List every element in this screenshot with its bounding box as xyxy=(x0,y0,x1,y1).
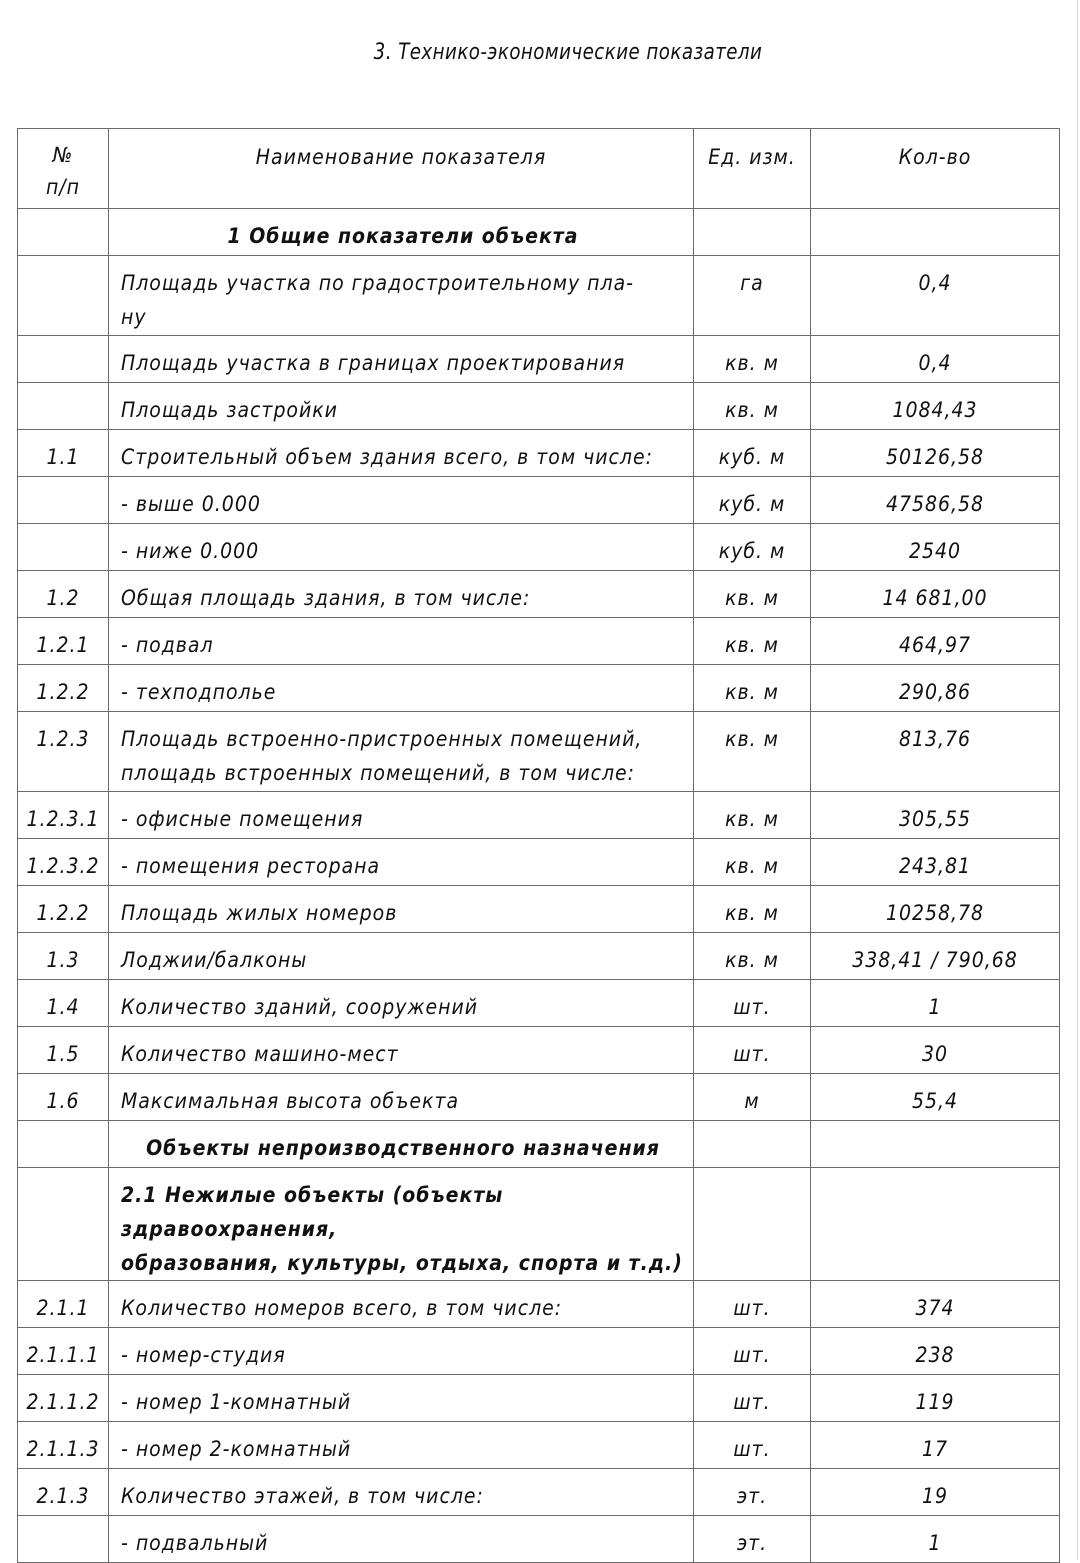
qty-cell xyxy=(811,477,1060,524)
name-cell xyxy=(109,618,694,665)
num-cell xyxy=(18,256,109,336)
header-num xyxy=(18,129,109,209)
table-row xyxy=(18,665,1060,712)
unit-cell-text: куб. м xyxy=(718,492,786,516)
qty-cell-text: 55,4 xyxy=(911,1089,959,1113)
name-cell-text: Строительный объем здания всего, в том числе: xyxy=(121,445,654,469)
unit-cell xyxy=(694,209,811,256)
name-cell xyxy=(109,430,694,477)
unit-cell xyxy=(694,1168,811,1281)
qty-cell-text xyxy=(811,1121,1059,1131)
name-cell xyxy=(109,665,694,712)
num-cell xyxy=(18,383,109,430)
qty-cell xyxy=(811,430,1060,477)
unit-cell xyxy=(694,1074,811,1121)
unit-cell xyxy=(694,571,811,618)
name-cell-text: - подвал xyxy=(121,633,214,657)
name-cell xyxy=(109,839,694,886)
name-cell xyxy=(109,1516,694,1563)
num-cell-text: 2.1.1.1 xyxy=(26,1343,100,1367)
header-name xyxy=(109,129,694,209)
unit-cell-text: м xyxy=(744,1089,760,1113)
name-cell xyxy=(109,712,694,792)
qty-cell-text: 305,55 xyxy=(898,807,972,831)
name-cell xyxy=(109,524,694,571)
num-cell xyxy=(18,1027,109,1074)
table-header-row xyxy=(18,129,1060,209)
name-cell-text: 2.1 Нежилые объекты (объекты здравоохранения, образования, культуры, отдыха, спорта и т.д.) xyxy=(121,1183,683,1275)
qty-cell xyxy=(811,383,1060,430)
page-title: 3. Технико-экономические показатели xyxy=(373,40,763,65)
num-cell-text xyxy=(18,383,108,393)
num-cell-text: 1.4 xyxy=(46,995,80,1019)
qty-cell-text: 14 681,00 xyxy=(882,586,988,610)
name-cell-text: Площадь встроенно-пристроенных помещений, площадь встроенных помещений, в том числе: xyxy=(121,727,643,785)
table-row xyxy=(18,383,1060,430)
name-cell-text: - ниже 0.000 xyxy=(121,539,260,563)
unit-cell-text: куб. м xyxy=(718,539,786,563)
table-row xyxy=(18,712,1060,792)
qty-cell xyxy=(811,1469,1060,1516)
num-cell xyxy=(18,933,109,980)
name-cell xyxy=(109,980,694,1027)
unit-cell xyxy=(694,430,811,477)
name-cell xyxy=(109,209,694,256)
unit-cell-text xyxy=(694,1121,810,1131)
name-cell xyxy=(109,1375,694,1422)
qty-cell xyxy=(811,665,1060,712)
qty-cell-text: 119 xyxy=(915,1390,955,1414)
num-cell xyxy=(18,712,109,792)
unit-cell xyxy=(694,1375,811,1422)
qty-cell-text: 243,81 xyxy=(898,854,972,878)
unit-cell xyxy=(694,1469,811,1516)
unit-cell xyxy=(694,1027,811,1074)
name-cell xyxy=(109,477,694,524)
unit-cell xyxy=(694,1121,811,1168)
qty-cell-text: 290,86 xyxy=(898,680,972,704)
num-cell xyxy=(18,886,109,933)
num-cell-text: 1.2 xyxy=(46,586,80,610)
qty-cell-text: 19 xyxy=(921,1484,949,1508)
unit-cell xyxy=(694,712,811,792)
unit-cell-text: шт. xyxy=(733,1042,771,1066)
table-row xyxy=(18,886,1060,933)
unit-cell-text: куб. м xyxy=(718,445,786,469)
table-row xyxy=(18,1328,1060,1375)
name-cell xyxy=(109,383,694,430)
unit-cell-text: га xyxy=(740,271,764,295)
unit-cell xyxy=(694,839,811,886)
unit-cell xyxy=(694,1328,811,1375)
name-cell-text: Количество номеров всего, в том числе: xyxy=(121,1296,563,1320)
qty-cell-text xyxy=(811,209,1059,219)
name-cell-text: 1 Общие показатели объекта xyxy=(227,224,579,248)
name-cell xyxy=(109,1121,694,1168)
qty-cell xyxy=(811,256,1060,336)
num-cell-text: 1.3 xyxy=(46,948,80,972)
unit-cell xyxy=(694,1422,811,1469)
num-cell-text xyxy=(18,1168,108,1178)
qty-cell-text: 47586,58 xyxy=(885,492,985,516)
qty-cell xyxy=(811,1328,1060,1375)
qty-cell-text: 2540 xyxy=(908,539,962,563)
table-row xyxy=(18,839,1060,886)
unit-cell xyxy=(694,477,811,524)
unit-cell xyxy=(694,256,811,336)
num-cell xyxy=(18,839,109,886)
num-cell-text: 2.1.3 xyxy=(36,1484,90,1508)
name-cell-text: Площадь застройки xyxy=(121,398,338,422)
qty-cell-text: 338,41 / 790,68 xyxy=(852,948,1018,972)
name-cell xyxy=(109,1422,694,1469)
unit-cell-text: кв. м xyxy=(725,727,779,751)
name-cell-text: Объекты непроизводственного назначения xyxy=(146,1136,660,1160)
qty-cell-text: 464,97 xyxy=(898,633,972,657)
unit-cell-text: кв. м xyxy=(725,633,779,657)
qty-cell-text: 30 xyxy=(921,1042,949,1066)
qty-cell xyxy=(811,1375,1060,1422)
unit-cell-text: эт. xyxy=(736,1531,768,1555)
name-cell-text: Количество зданий, сооружений xyxy=(121,995,479,1019)
num-cell-text: 1.6 xyxy=(46,1089,80,1113)
num-cell-text xyxy=(18,524,108,534)
table-row xyxy=(18,792,1060,839)
num-cell-text: 2.1.1 xyxy=(36,1296,90,1320)
unit-cell-text: кв. м xyxy=(725,901,779,925)
name-cell xyxy=(109,1074,694,1121)
num-cell xyxy=(18,571,109,618)
name-cell-text: Количество машино-мест xyxy=(121,1042,399,1066)
unit-cell-text: шт. xyxy=(733,1296,771,1320)
table-row xyxy=(18,571,1060,618)
num-cell-text: 1.2.2 xyxy=(36,680,90,704)
unit-cell-text: шт. xyxy=(733,1437,771,1461)
qty-cell xyxy=(811,980,1060,1027)
qty-cell xyxy=(811,571,1060,618)
qty-cell xyxy=(811,1168,1060,1281)
num-cell-text: 1.2.3.2 xyxy=(26,854,100,878)
name-cell-text: Площадь жилых номеров xyxy=(121,901,398,925)
unit-cell-text: шт. xyxy=(733,1390,771,1414)
qty-cell xyxy=(811,1027,1060,1074)
indicators-table xyxy=(17,128,1060,1563)
section-row xyxy=(18,209,1060,256)
qty-cell xyxy=(811,1074,1060,1121)
unit-cell-text: шт. xyxy=(733,1343,771,1367)
table-row xyxy=(18,1516,1060,1563)
num-cell xyxy=(18,477,109,524)
unit-cell xyxy=(694,1516,811,1563)
header-num-line2: п/п xyxy=(45,175,81,199)
section-row xyxy=(18,1121,1060,1168)
name-cell xyxy=(109,1328,694,1375)
num-cell-text: 2.1.1.2 xyxy=(26,1390,100,1414)
name-cell-text: - техподполье xyxy=(121,680,277,704)
qty-cell-text: 0,4 xyxy=(918,351,952,375)
num-cell xyxy=(18,1516,109,1563)
num-cell xyxy=(18,1328,109,1375)
name-cell-text: - офисные помещения xyxy=(121,807,364,831)
num-cell-text: 1.5 xyxy=(46,1042,80,1066)
num-cell xyxy=(18,665,109,712)
num-cell xyxy=(18,1074,109,1121)
num-cell-text xyxy=(18,1516,108,1526)
table-row xyxy=(18,980,1060,1027)
num-cell-text xyxy=(18,1121,108,1131)
qty-cell-text: 0,4 xyxy=(918,271,952,295)
header-num-line1: № xyxy=(52,143,74,167)
num-cell-text xyxy=(18,336,108,346)
header-name-text: Наименование показателя xyxy=(255,145,547,169)
unit-cell-text: кв. м xyxy=(725,854,779,878)
unit-cell-text: кв. м xyxy=(725,680,779,704)
unit-cell xyxy=(694,980,811,1027)
qty-cell xyxy=(811,209,1060,256)
num-cell xyxy=(18,1375,109,1422)
unit-cell-text: кв. м xyxy=(725,586,779,610)
unit-cell xyxy=(694,1281,811,1328)
name-cell xyxy=(109,336,694,383)
qty-cell xyxy=(811,1422,1060,1469)
unit-cell-text: кв. м xyxy=(725,398,779,422)
num-cell xyxy=(18,618,109,665)
num-cell-text xyxy=(18,209,108,219)
unit-cell-text: кв. м xyxy=(725,807,779,831)
qty-cell-text: 1084,43 xyxy=(892,398,978,422)
unit-cell-text: кв. м xyxy=(725,948,779,972)
name-cell-text: - номер 2-комнатный xyxy=(121,1437,352,1461)
num-cell-text: 1.2.1 xyxy=(36,633,90,657)
unit-cell xyxy=(694,665,811,712)
name-cell xyxy=(109,1281,694,1328)
table-row xyxy=(18,524,1060,571)
num-cell xyxy=(18,336,109,383)
qty-cell-text xyxy=(811,1168,1059,1178)
table-row xyxy=(18,1375,1060,1422)
name-cell xyxy=(109,1168,694,1281)
name-cell-text: Площадь участка по градостроительному пла- ну xyxy=(121,271,634,329)
num-cell xyxy=(18,792,109,839)
qty-cell-text: 813,76 xyxy=(898,727,972,751)
table-body xyxy=(18,209,1060,1563)
table-row xyxy=(18,1074,1060,1121)
name-cell-text: - подвальный xyxy=(121,1531,269,1555)
name-cell-text: - помещения ресторана xyxy=(121,854,381,878)
name-cell-text: - выше 0.000 xyxy=(121,492,261,516)
unit-cell-text xyxy=(694,1168,810,1178)
table-row xyxy=(18,1281,1060,1328)
qty-cell xyxy=(811,933,1060,980)
num-cell xyxy=(18,1422,109,1469)
qty-cell-text: 10258,78 xyxy=(885,901,985,925)
unit-cell xyxy=(694,886,811,933)
unit-cell xyxy=(694,383,811,430)
name-cell-text: - номер-студия xyxy=(121,1343,286,1367)
qty-cell xyxy=(811,1121,1060,1168)
qty-cell xyxy=(811,1281,1060,1328)
unit-cell xyxy=(694,618,811,665)
table-row xyxy=(18,430,1060,477)
num-cell xyxy=(18,1469,109,1516)
qty-cell xyxy=(811,524,1060,571)
unit-cell xyxy=(694,792,811,839)
name-cell-text: Площадь участка в границах проектирования xyxy=(121,351,626,375)
name-cell xyxy=(109,792,694,839)
qty-cell-text: 1 xyxy=(928,1531,942,1555)
num-cell-text: 1.1 xyxy=(46,445,80,469)
qty-cell-text: 238 xyxy=(915,1343,955,1367)
table-row xyxy=(18,336,1060,383)
name-cell-text: - номер 1-комнатный xyxy=(121,1390,352,1414)
table-row xyxy=(18,1469,1060,1516)
num-cell-text: 1.2.3.1 xyxy=(26,807,100,831)
qty-cell-text: 17 xyxy=(921,1437,949,1461)
page-edge-line xyxy=(1077,0,1078,1560)
header-qty xyxy=(811,129,1060,209)
num-cell xyxy=(18,1168,109,1281)
name-cell xyxy=(109,256,694,336)
unit-cell-text: эт. xyxy=(736,1484,768,1508)
name-cell xyxy=(109,886,694,933)
num-cell-text xyxy=(18,256,108,266)
qty-cell-text: 1 xyxy=(928,995,942,1019)
table-row xyxy=(18,1422,1060,1469)
qty-cell xyxy=(811,712,1060,792)
header-unit-text: Ед. изм. xyxy=(708,145,796,169)
qty-cell xyxy=(811,839,1060,886)
qty-cell-text: 50126,58 xyxy=(885,445,985,469)
num-cell xyxy=(18,430,109,477)
num-cell xyxy=(18,209,109,256)
qty-cell xyxy=(811,886,1060,933)
num-cell-text: 2.1.1.3 xyxy=(26,1437,100,1461)
unit-cell xyxy=(694,336,811,383)
name-cell-text: Общая площадь здания, в том числе: xyxy=(121,586,531,610)
num-cell-text xyxy=(18,477,108,487)
unit-cell xyxy=(694,933,811,980)
name-cell-text: Количество этажей, в том числе: xyxy=(121,1484,484,1508)
section-row xyxy=(18,1168,1060,1281)
table-row xyxy=(18,477,1060,524)
name-cell-text: Максимальная высота объекта xyxy=(121,1089,460,1113)
table-row xyxy=(18,933,1060,980)
unit-cell-text: шт. xyxy=(733,995,771,1019)
num-cell-text: 1.2.3 xyxy=(36,727,90,751)
name-cell xyxy=(109,1469,694,1516)
qty-cell-text: 374 xyxy=(915,1296,955,1320)
unit-cell-text xyxy=(694,209,810,219)
name-cell xyxy=(109,1027,694,1074)
num-cell-text: 1.2.2 xyxy=(36,901,90,925)
num-cell xyxy=(18,980,109,1027)
qty-cell xyxy=(811,336,1060,383)
header-qty-text: Кол-во xyxy=(898,145,972,169)
table-row xyxy=(18,256,1060,336)
unit-cell-text: кв. м xyxy=(725,351,779,375)
unit-cell xyxy=(694,524,811,571)
name-cell xyxy=(109,571,694,618)
num-cell xyxy=(18,1121,109,1168)
name-cell-text: Лоджии/балконы xyxy=(121,948,308,972)
table-row xyxy=(18,1027,1060,1074)
qty-cell xyxy=(811,618,1060,665)
num-cell xyxy=(18,524,109,571)
header-unit xyxy=(694,129,811,209)
name-cell xyxy=(109,933,694,980)
table-row xyxy=(18,618,1060,665)
qty-cell xyxy=(811,792,1060,839)
qty-cell xyxy=(811,1516,1060,1563)
num-cell xyxy=(18,1281,109,1328)
